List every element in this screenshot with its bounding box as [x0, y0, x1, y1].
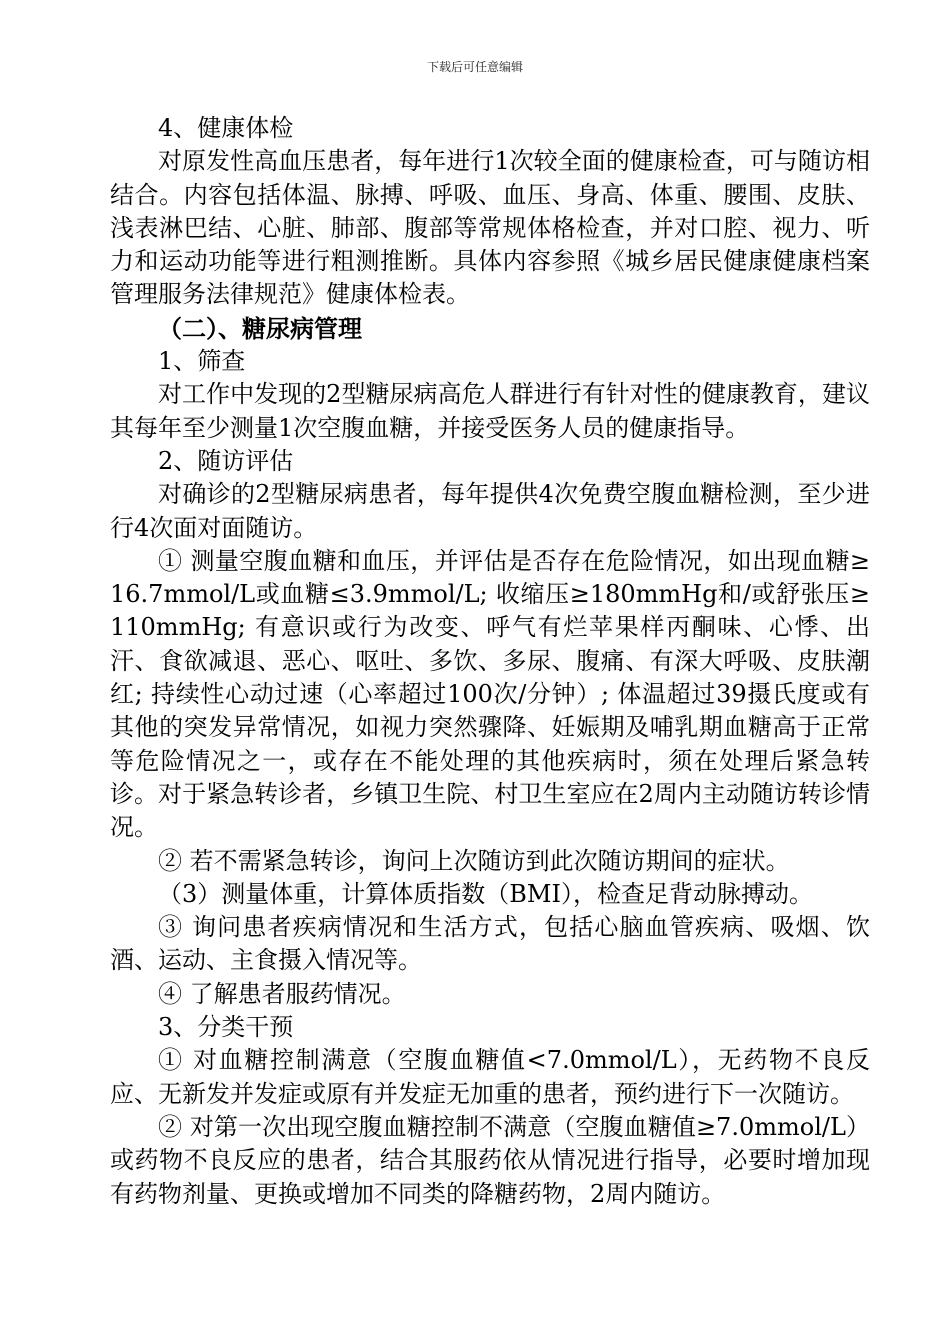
paragraph-followup-item-3: （3）测量体重，计算体质指数（BMI），检查足背动脉搏动。 [158, 879, 813, 908]
paragraph-intervention-item-2: ② 对第一次出现空腹血糖控制不满意（空腹血糖值≥7.0mmol/L）或药物不良反应的患者，结合其服药依从情况进行指导，必要时增加现有药物剂量、更换或增加不同类的降糖药物，2周内随访。 [110, 1112, 870, 1208]
subsection-title-health-checkup: 4、健康体检 [158, 114, 294, 142]
paragraph-followup-item-1: ① 测量空腹血糖和血压，并评估是否存在危险情况，如出现血糖≥16.7mmol/L或血糖≤3.9mmol/L; 收缩压≥180mmHg和/或舒张压≥110mmHg; 有意识或行为改变、呼气有烂苹果样丙酮味、心悸、出汗、食欲减退、恶心、呕吐、多饮、多尿、腹痛、有深大呼吸、皮肤潮红; 持续性心动过速（心率超过100次/分钟）; 体温超过39摄氏度或有其他的突发异常情况，如视力突然骤降、妊娠期及哺乳期血糖高于正常等危险情况之一，或存在不能处理的其他疾病时，须在处理后紧急转诊。对于紧急转诊者，乡镇卫生院、村卫生室应在2周内主动随访转诊情况。 [110, 546, 870, 842]
paragraph-followup-item-5: ④ 了解患者服药情况。 [158, 979, 406, 1008]
paragraph-intervention-item-1: ① 对血糖控制满意（空腹血糖值<7.0mmol/L），无药物不良反应、无新发并发症或原有并发症无加重的患者，预约进行下一次随访。 [110, 1046, 870, 1108]
paragraph-screening: 对工作中发现的2型糖尿病高危人群进行有针对性的健康教育，建议其每年至少测量1次空腹血糖，并接受医务人员的健康指导。 [110, 380, 870, 442]
subsection-title-intervention: 3、分类干预 [158, 1013, 294, 1042]
paragraph-followup-intro: 对确诊的2型糖尿病患者，每年提供4次免费空腹血糖检测，至少进行4次面对面随访。 [110, 480, 870, 542]
document-body [110, 112, 870, 1211]
section-heading-diabetes: （二）、糖尿病管理 [158, 313, 362, 343]
subsection-title-screening: 1、筛查 [158, 347, 246, 376]
paragraph-followup-item-2: ② 若不需紧急转诊，询问上次随访到此次随访期间的症状。 [158, 846, 790, 875]
paragraph-health-checkup: 对原发性高血压患者，每年进行1次较全面的健康检查，可与随访相结合。内容包括体温、脉搏、呼吸、血压、身高、体重、腰围、皮肤、浅表淋巴结、心脏、肺部、腹部等常规体格检查，并对口腔、视力、听力和运动功能等进行粗测推断。具体内容参照《城乡居民健康健康档案管理服务法律规范》健康体检表。 [110, 147, 870, 309]
paragraph-followup-item-4: ③ 询问患者疾病情况和生活方式，包括心脑血管疾病、吸烟、饮酒、运动、主食摄入情况等。 [110, 913, 870, 975]
page-header-note: 下载后可任意编辑 [426, 60, 523, 74]
subsection-title-followup: 2、随访评估 [158, 446, 294, 475]
